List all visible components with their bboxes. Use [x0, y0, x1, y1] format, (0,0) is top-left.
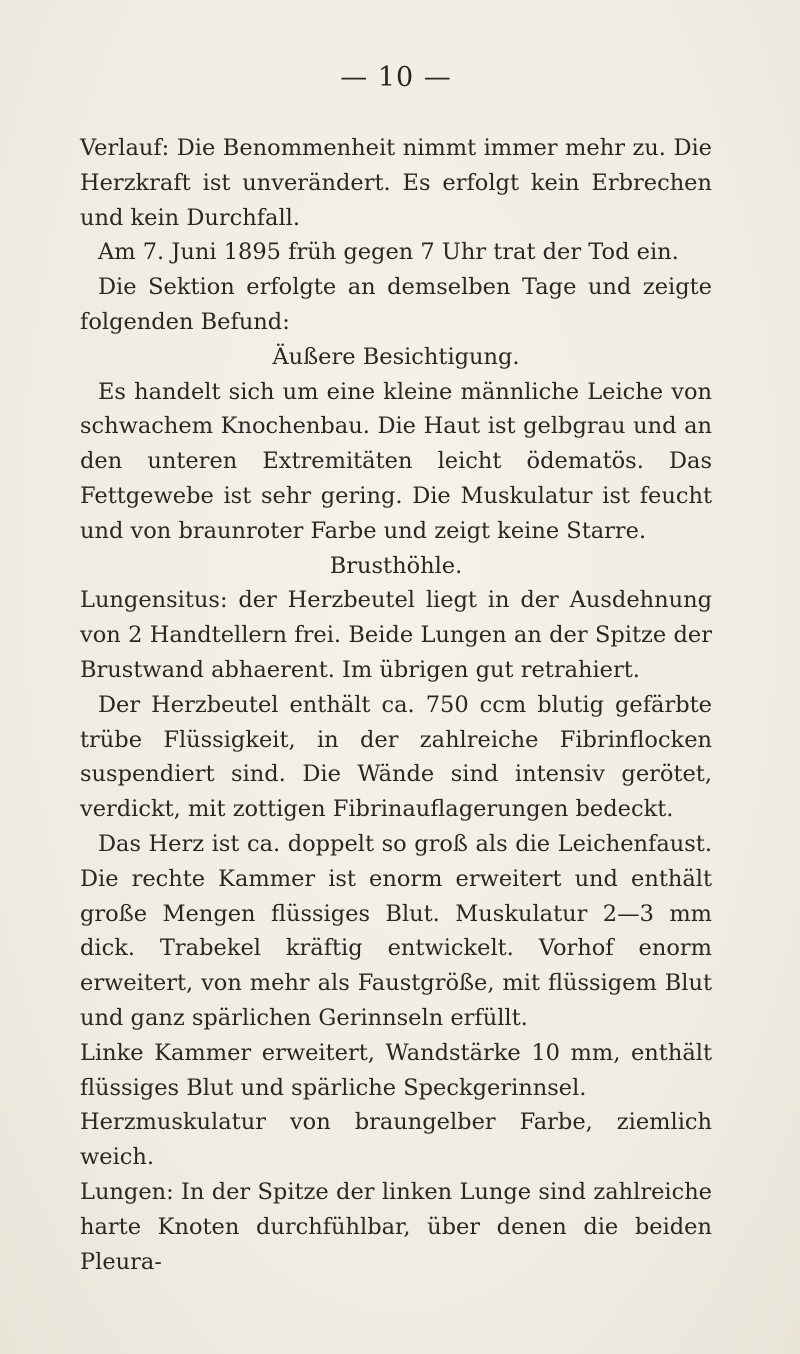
body-text [80, 131, 712, 1279]
paragraph-lungs: Lungen: In der Spitze der linken Lunge sind zahlreiche harte Knoten durchfühlbar, über denen die beiden Pleura- [80, 1178, 712, 1275]
section-heading-external-inspection: Äußere Besichtigung. [272, 343, 520, 370]
paragraph-heart-muscle: Herzmuskulatur von braungelber Farbe, ziemlich weich. [80, 1109, 712, 1171]
paragraph-verlauf: Verlauf: Die Benommenheit nimmt immer mehr zu. Die Herzkraft ist unverändert. Es erfolgt kein Erbrechen und kein Durchfall. [80, 135, 712, 231]
page-number: — 10 — [340, 62, 452, 93]
paragraph-heart: Das Herz ist ca. doppelt so groß als die Leichenfaust. Die rechte Kammer ist enorm erweitert und enthält große Mengen flüssiges Blut. Muskulatur 2—3 mm dick. Trabekel kräftig entwickelt. Vorhof enorm erweitert, von mehr als Faustgröße, mit flüssigem Blut und ganz spärlichen Gerinnseln erfüllt. [80, 830, 712, 1031]
section-heading-chest-cavity: Brusthöhle. [329, 552, 463, 579]
paragraph-external-findings: Es handelt sich um eine kleine männliche Leiche von schwachem Knochenbau. Die Haut ist gelbgrau und an den unteren Extremitäten leicht ödematös. Das Fettgewebe ist sehr gering. Die Muskulatur ist feucht und von braunroter Farbe und zeigt keine Starre. [80, 378, 712, 544]
paragraph-pericardium: Der Herzbeutel enthält ca. 750 ccm blutig gefärbte trübe Flüssigkeit, in der zahlreiche Fibrinflocken suspendiert sind. Die Wände sind intensiv gerötet, verdickt, mit zottigen Fibrinauflagerungen bedeckt. [80, 691, 712, 823]
paragraph-left-ventricle: Linke Kammer erweitert, Wandstärke 10 mm, enthält flüssiges Blut und spärliche Speckgerinnsel. [80, 1039, 712, 1101]
paragraph-death-date: Am 7. Juni 1895 früh gegen 7 Uhr trat der Tod ein. [98, 239, 679, 266]
paragraph-lung-situs: Lungensitus: der Herzbeutel liegt in der Ausdehnung von 2 Handtellern frei. Beide Lungen an der Spitze der Brustwand abhaerent. Im übrigen gut retrahiert. [80, 587, 712, 683]
paragraph-autopsy-intro: Die Sektion erfolgte an demselben Tage und zeigte folgenden Befund: [80, 274, 712, 335]
